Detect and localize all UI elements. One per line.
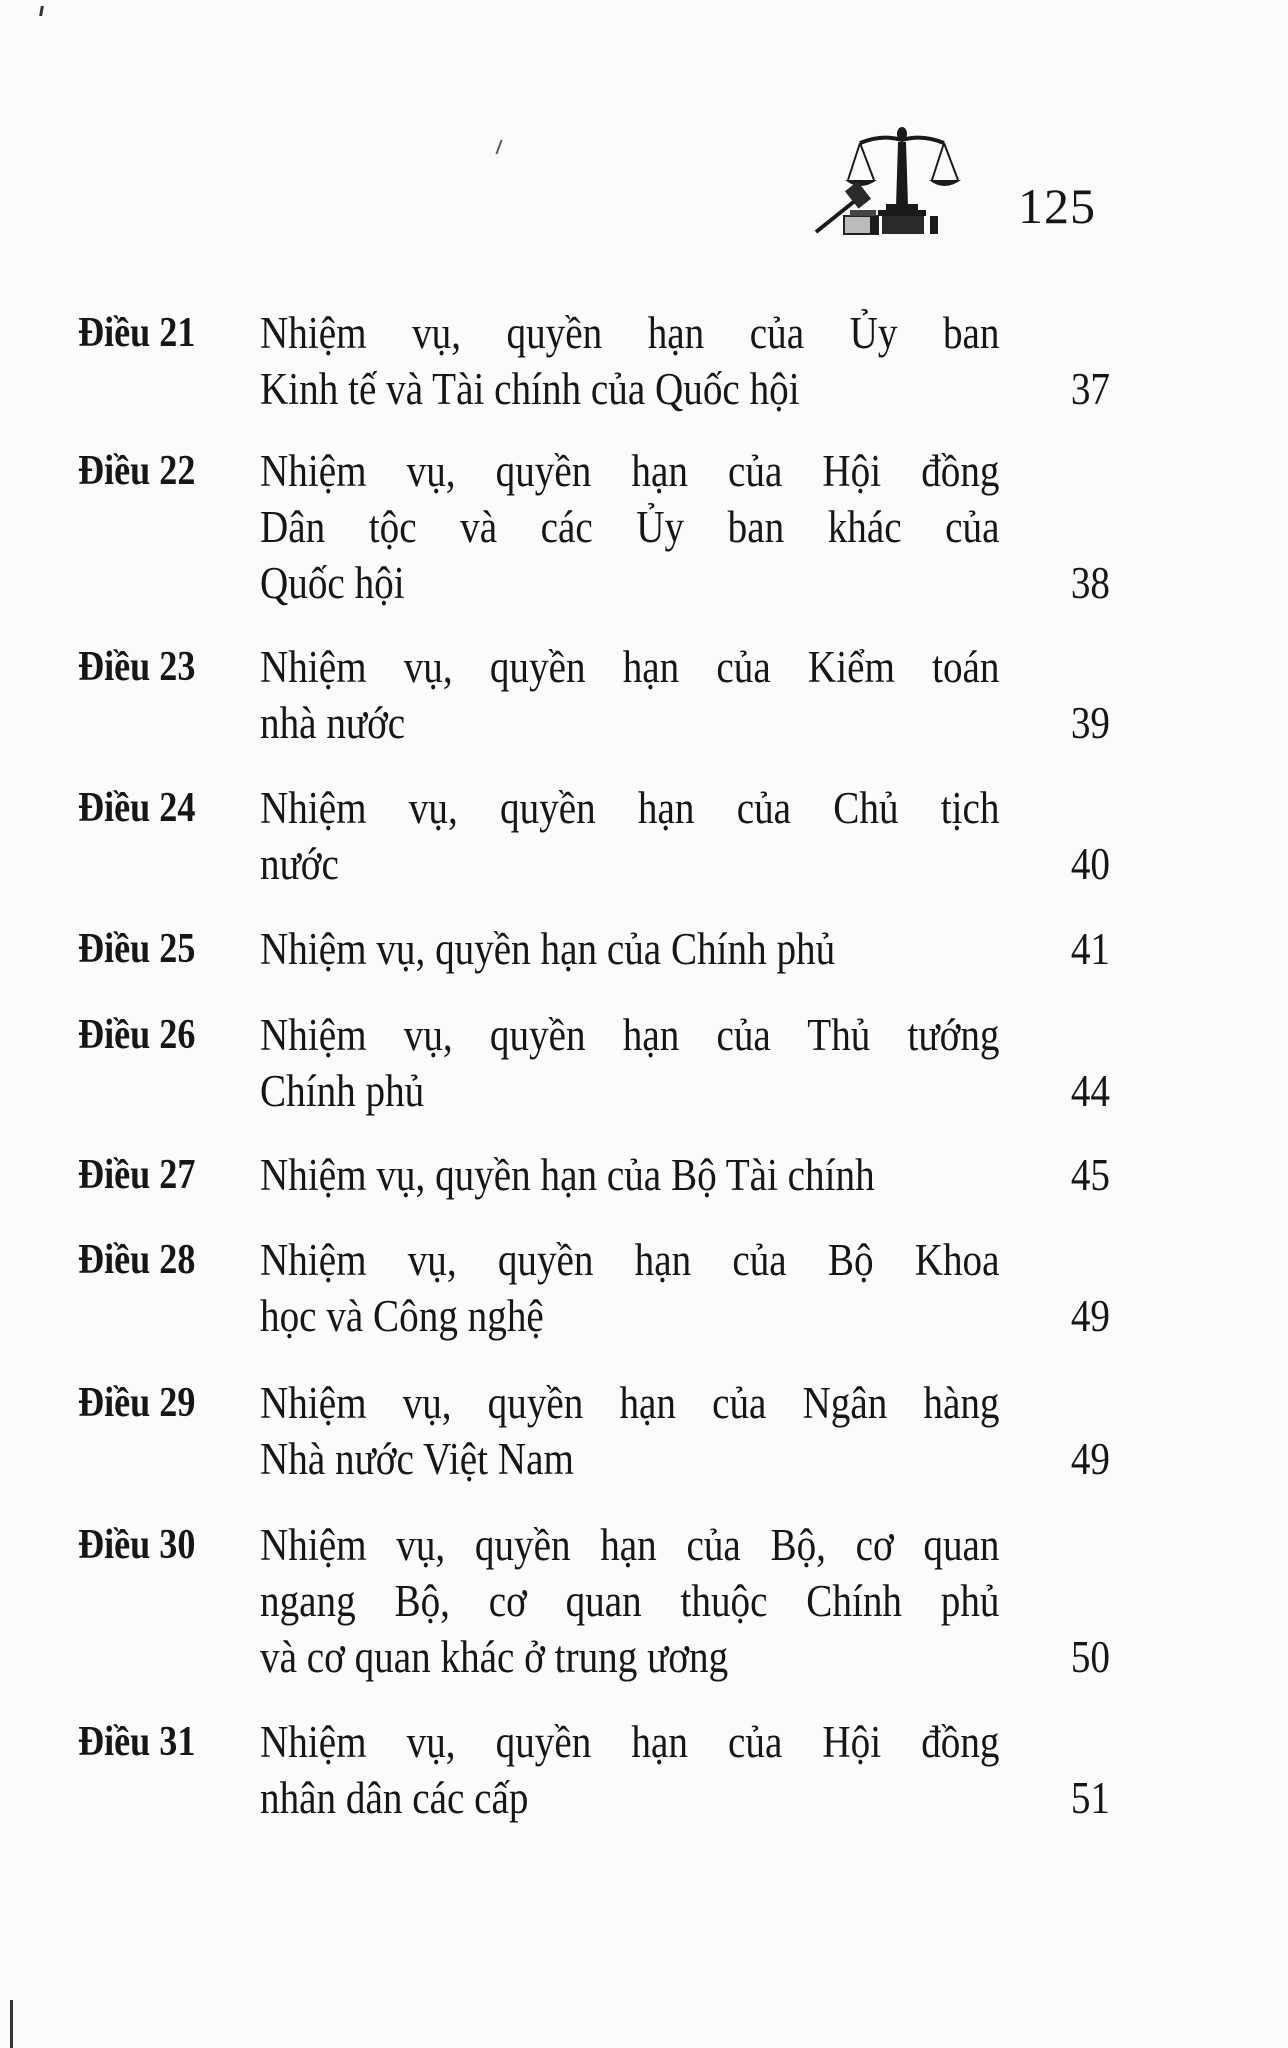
toc-entry-title-line: Nhiệm vụ, quyền hạn của Bộ Tài chính bbox=[260, 1150, 875, 1200]
toc-entry-page: 50 bbox=[1070, 1632, 1110, 1682]
toc-entry-page: 41 bbox=[1070, 924, 1110, 974]
toc-entry-title-line: Nhiệm vụ, quyền hạn của Hội đồng bbox=[260, 446, 1000, 496]
toc-entry-title-line: Nhiệm vụ, quyền hạn của Chính phủ bbox=[260, 924, 836, 974]
toc-entry-title-line: Nhiệm vụ, quyền hạn của Bộ Khoa bbox=[260, 1235, 1000, 1285]
toc-entry-title-line: Nhiệm vụ, quyền hạn của Hội đồng bbox=[260, 1717, 1000, 1767]
toc-entry-title-line: Chính phủ bbox=[260, 1066, 425, 1116]
toc-entry-label: Điều 29 bbox=[78, 1380, 196, 1426]
toc-entry-title-line: Nhiệm vụ, quyền hạn của Thủ tướng bbox=[260, 1010, 1000, 1060]
toc-entry-label: Điều 23 bbox=[78, 644, 196, 690]
toc-entry-label: Điều 25 bbox=[78, 926, 196, 972]
toc-entry-label: Điều 28 bbox=[78, 1237, 196, 1283]
toc-entry-title-line: nước bbox=[260, 839, 339, 889]
scan-mark bbox=[495, 140, 502, 154]
toc-entry-page: 51 bbox=[1070, 1773, 1110, 1823]
toc-entry-page: 44 bbox=[1070, 1066, 1110, 1116]
toc-entry-label: Điều 31 bbox=[78, 1719, 196, 1765]
toc-entry-title-line: ngang Bộ, cơ quan thuộc Chính phủ bbox=[260, 1576, 1000, 1626]
toc-entry-page: 37 bbox=[1070, 364, 1110, 414]
toc-entry-label: Điều 30 bbox=[78, 1522, 196, 1568]
toc-entry-title-line: Quốc hội bbox=[260, 558, 405, 608]
toc-entry-page: 39 bbox=[1070, 698, 1110, 748]
toc-entry-label: Điều 22 bbox=[78, 448, 196, 494]
toc-entry-title-line: Nhiệm vụ, quyền hạn của Bộ, cơ quan bbox=[260, 1520, 1000, 1570]
toc-entry-page: 49 bbox=[1070, 1434, 1110, 1484]
toc-entry-label: Điều 27 bbox=[78, 1152, 196, 1198]
toc-entry-title-line: Kinh tế và Tài chính của Quốc hội bbox=[260, 364, 800, 414]
toc-entry-title-line: nhà nước bbox=[260, 698, 406, 748]
toc-entry-title-line: và cơ quan khác ở trung ương bbox=[260, 1632, 729, 1682]
toc-entry-title-line: Nhiệm vụ, quyền hạn của Kiểm toán bbox=[260, 642, 1000, 692]
toc-entry-label: Điều 26 bbox=[78, 1012, 196, 1058]
toc-entry-title-line: Nhà nước Việt Nam bbox=[260, 1434, 574, 1484]
toc-entry-title-line: nhân dân các cấp bbox=[260, 1773, 529, 1823]
toc-entry-page: 45 bbox=[1070, 1150, 1110, 1200]
toc-entry-page: 40 bbox=[1070, 839, 1110, 889]
toc-entry-label: Điều 21 bbox=[78, 310, 196, 356]
scan-mark bbox=[10, 2000, 13, 2048]
toc-entry-title-line: học và Công nghệ bbox=[260, 1291, 544, 1341]
toc-entry-title-line: Nhiệm vụ, quyền hạn của Chủ tịch bbox=[260, 783, 1000, 833]
toc-entry-page: 49 bbox=[1070, 1291, 1110, 1341]
toc-entry-title-line: Nhiệm vụ, quyền hạn của Ngân hàng bbox=[260, 1378, 1000, 1428]
page-number: 125 bbox=[1018, 178, 1096, 234]
toc-entry-label: Điều 24 bbox=[78, 785, 196, 831]
toc-entry-title-line: Dân tộc và các Ủy ban khác của bbox=[260, 502, 1000, 552]
toc-entry-page: 38 bbox=[1070, 558, 1110, 608]
scan-mark bbox=[39, 6, 44, 16]
toc-entry-title-line: Nhiệm vụ, quyền hạn của Ủy ban bbox=[260, 308, 1000, 358]
scales-of-justice-gavel-icon bbox=[812, 118, 992, 236]
